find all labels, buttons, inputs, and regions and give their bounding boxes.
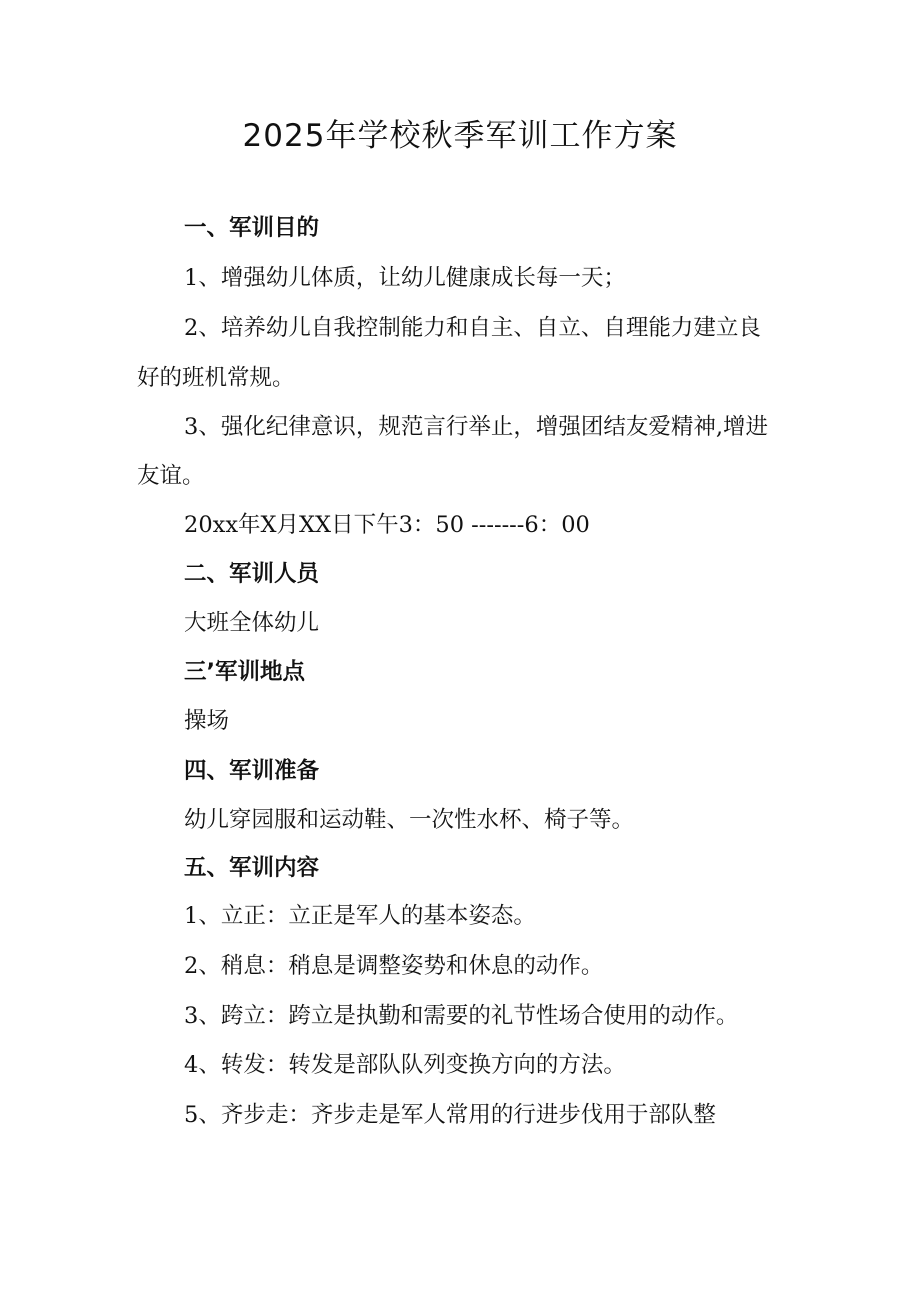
content-item-5: 5、齐步走：齐步走是军人常用的行进步伐用于部队整 — [184, 1102, 716, 1128]
paragraph-personnel: 大班全体幼儿 — [184, 610, 320, 636]
paragraph-preparation: 幼儿穿园服和运动鞋、一次性水杯、椅子等。 — [184, 807, 635, 833]
section-heading-location: 三’军训地点 — [184, 659, 306, 685]
section-heading-personnel: 二、军训人员 — [184, 561, 320, 587]
paragraph-purpose-1: 1、增强幼儿体质，让幼儿健康成长每一天； — [184, 265, 626, 291]
section-heading-preparation: 四、军训准备 — [184, 758, 320, 784]
document-title: 2025年学校秋季军训工作方案 — [242, 118, 678, 154]
paragraph-purpose-2: 2、培养幼儿自我控制能力和自主、自立、自理能力建立良 — [184, 315, 761, 341]
content-item-2: 2、稍息：稍息是调整姿势和休息的动作。 — [184, 953, 604, 979]
section-heading-purpose: 一、军训目的 — [184, 215, 320, 241]
paragraph-purpose-3-cont: 友谊。 — [137, 463, 205, 489]
content-item-4: 4、转发：转发是部队队列变换方向的方法。 — [184, 1052, 626, 1078]
content-item-3: 3、跨立：跨立是执勤和需要的礼节性场合使用的动作。 — [184, 1003, 739, 1029]
training-time: 20xx年X月XX日下午3：50 -------6：00 — [184, 512, 590, 538]
paragraph-location: 操场 — [184, 708, 230, 734]
paragraph-purpose-3: 3、强化纪律意识，规范言行举止，增强团结友爱精神,增进 — [184, 414, 768, 440]
content-item-1: 1、立正：立正是军人的基本姿态。 — [184, 903, 536, 929]
section-heading-content: 五、军训内容 — [184, 855, 320, 881]
paragraph-purpose-2-cont: 好的班机常规。 — [137, 365, 295, 391]
